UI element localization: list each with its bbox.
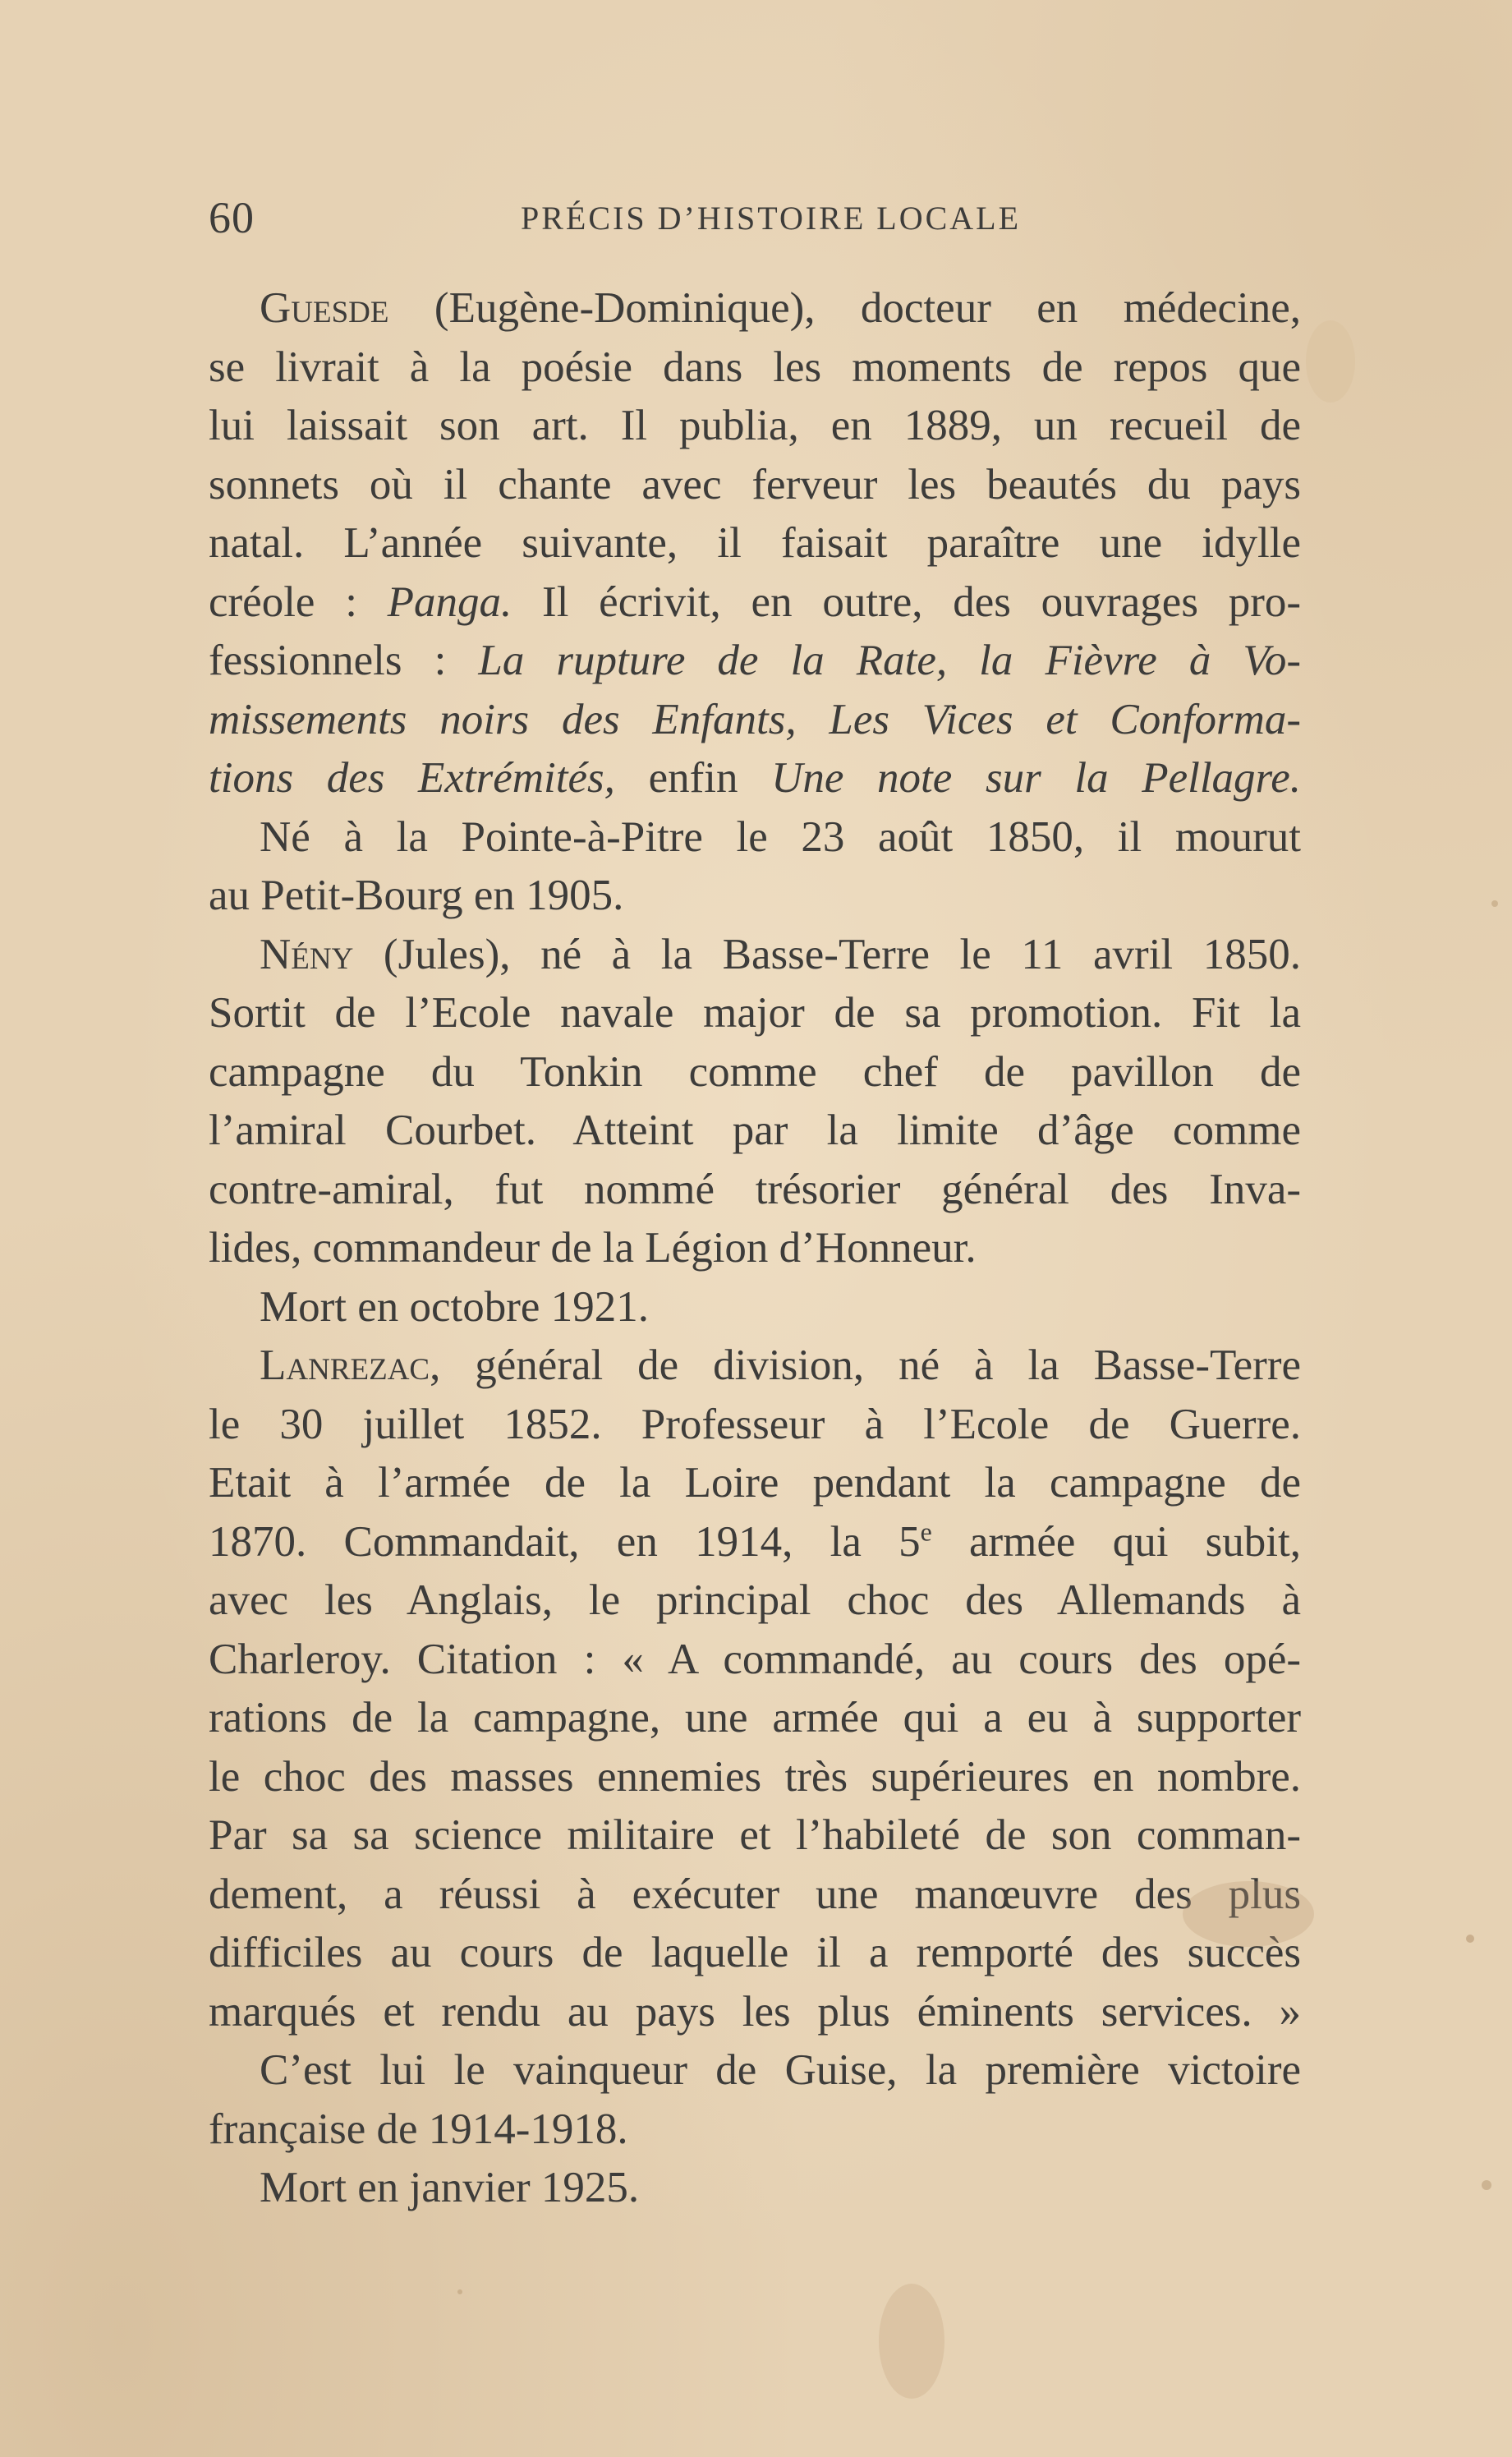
paper-speck — [1466, 1935, 1474, 1943]
page-header — [209, 189, 1301, 246]
paper-stain — [879, 2284, 944, 2399]
text-line: lides, commandeur de la Légion d’Honneur. — [209, 1224, 977, 1272]
text-line: créole : Panga. Il écrivit, en outre, des ouvrages pro- — [209, 577, 1301, 626]
text-line: se livrait à la poésie dans les moments de repos que — [209, 343, 1301, 391]
text-line: Par sa sa science militaire et l’habileté de son comman- — [209, 1811, 1301, 1859]
text-line: Nény (Jules), né à la Basse-Terre le 11 avril 1850. — [260, 930, 1301, 978]
text-line: Charleroy. Citation : « A commandé, au cours des opé- — [209, 1635, 1301, 1683]
text-line: Sortit de l’Ecole navale major de sa promotion. Fit la — [209, 989, 1301, 1037]
person-name: Nény — [260, 930, 354, 978]
text-line: campagne du Tonkin comme chef de pavillon de — [209, 1047, 1301, 1096]
text-line: natal. L’année suivante, il faisait paraître une idylle — [209, 519, 1301, 567]
page-number: 60 — [209, 193, 255, 242]
text-line: 1870. Commandait, en 1914, la 5e armée qui subit, — [209, 1516, 1301, 1566]
running-head: PRÉCIS D’HISTOIRE LOCALE — [521, 200, 1022, 237]
text-line: C’est lui le vainqueur de Guise, la première victoire — [260, 2046, 1301, 2094]
text-line: difficiles au cours de laquelle il a remporté des succès — [209, 1929, 1301, 1976]
paper-speck — [457, 2289, 462, 2294]
text-line: Mort en janvier 1925. — [260, 2164, 640, 2211]
paper-speck — [1482, 2180, 1491, 2190]
paragraph-neny-death — [209, 1278, 1301, 1337]
text-line: le 30 juillet 1852. Professeur à l’Ecole de Guerre. — [209, 1400, 1301, 1448]
paragraph-lanrezac-death — [209, 2159, 1301, 2218]
paragraph-guesde-dates — [209, 808, 1301, 926]
person-name: Guesde — [260, 284, 389, 332]
text-line: rations de la campagne, une armée qui a eu à supporter — [209, 1694, 1301, 1742]
body-text — [209, 279, 1301, 2218]
text-line: tions des Extrémités, enfin Une note sur la Pellagre. — [209, 754, 1301, 802]
work-title: Panga. — [387, 577, 512, 626]
text-line: dement, a réussi à exécuter une manœuvre des plus — [209, 1870, 1301, 1918]
text-line: Guesde (Eugène-Dominique), docteur en médecine, — [260, 284, 1301, 332]
paragraph-neny — [209, 926, 1301, 1278]
work-title: Une note sur la Pellagre. — [771, 754, 1301, 802]
text-line: marqués et rendu au pays les plus éminents services. » — [209, 1987, 1301, 2036]
person-name: Lanrezac — [260, 1341, 430, 1389]
paragraph-guise — [209, 2041, 1301, 2159]
text-line: lui laissait son art. Il publia, en 1889, un recueil de — [209, 402, 1301, 449]
paper-speck — [1491, 900, 1498, 907]
work-title: missements noirs des Enfants, Les Vices et Conforma- — [209, 695, 1301, 743]
text-line: Mort en octobre 1921. — [260, 1282, 649, 1331]
text-line: Né à la Pointe-à-Pitre le 23 août 1850, il mourut — [260, 812, 1301, 861]
text-line: sonnets où il chante avec ferveur les beautés du pays — [209, 460, 1301, 508]
text-line: française de 1914-1918. — [209, 2105, 628, 2153]
text-line: Etait à l’armée de la Loire pendant la campagne de — [209, 1459, 1301, 1507]
paper-stain — [1306, 320, 1355, 403]
text-line: au Petit-Bourg en 1905. — [209, 872, 624, 919]
text-line: l’amiral Courbet. Atteint par la limite d’âge comme — [209, 1107, 1301, 1154]
text-line: fessionnels : La rupture de la Rate, la Fièvre à Vo- — [209, 637, 1302, 684]
text-line: Lanrezac, général de division, né à la Basse-Terre — [260, 1341, 1301, 1389]
text-line: contre-amiral, fut nommé trésorier général des Inva- — [209, 1165, 1301, 1213]
text-line: le choc des masses ennemies très supérieures en nombre. — [209, 1752, 1301, 1801]
work-title: tions des Extrémités, — [209, 754, 615, 802]
work-title: La rupture de la Rate, la Fièvre à Vo- — [478, 637, 1302, 684]
text-line: avec les Anglais, le principal choc des Allemands à — [209, 1576, 1301, 1624]
paragraph-guesde — [209, 279, 1301, 808]
paragraph-lanrezac — [209, 1337, 1301, 2041]
text-line — [209, 691, 1301, 750]
